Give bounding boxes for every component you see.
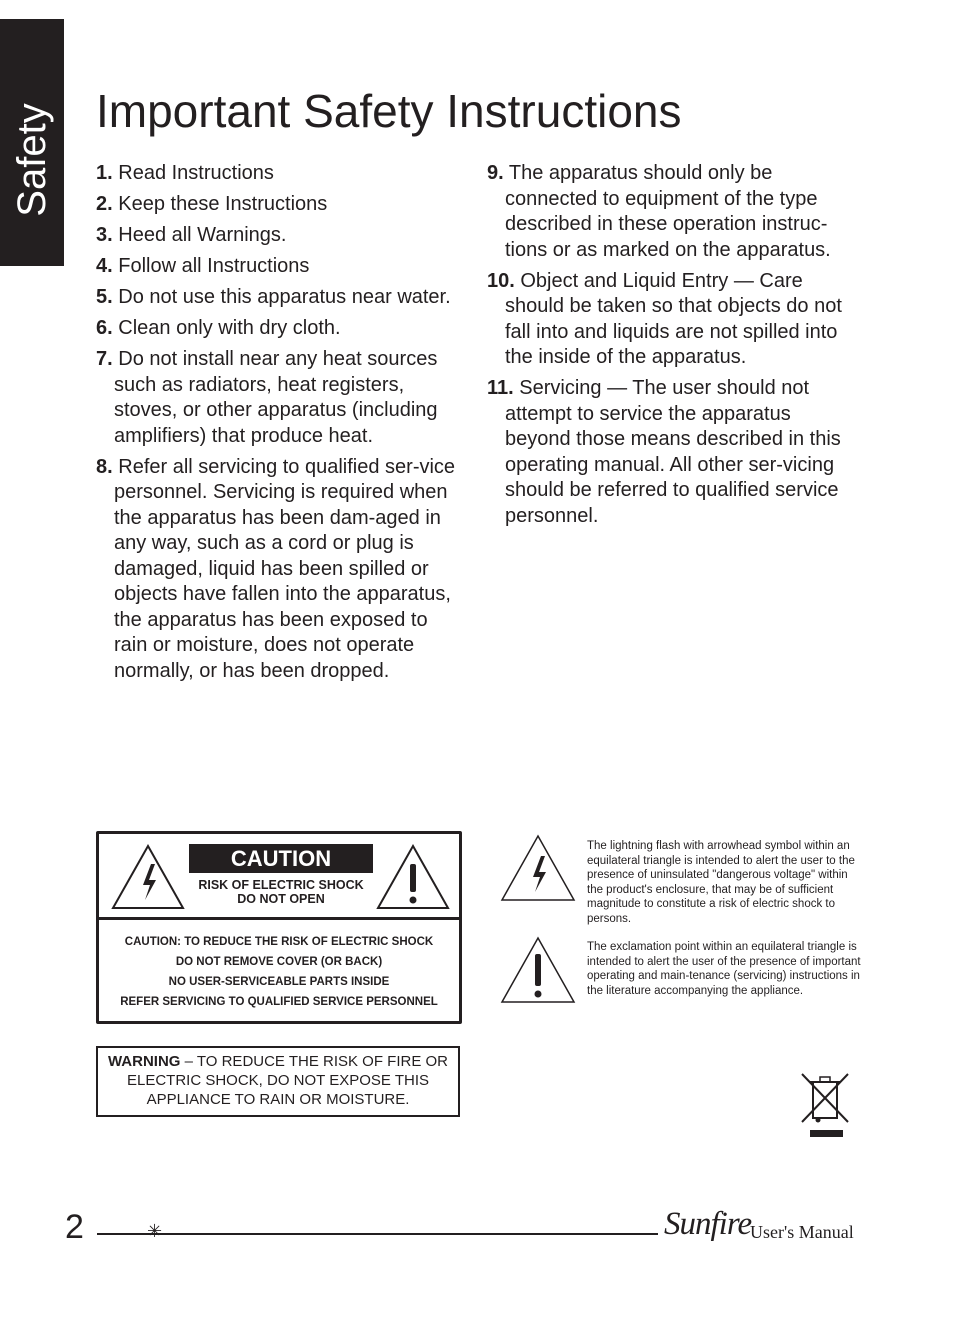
item-number: 6. bbox=[96, 317, 113, 339]
instruction-item bbox=[96, 316, 462, 342]
warning-body: – TO REDUCE THE RISK OF FIRE OR ELECTRIC SHOCK, DO NOT EXPOSE THIS APPLIANCE TO RAIN OR MOISTURE. bbox=[126, 1053, 449, 1108]
exclamation-triangle-icon bbox=[500, 936, 576, 1004]
item-number: 11. bbox=[487, 377, 514, 399]
item-text: Do not install near any heat sources such as radiators, heat registers, stoves, or other apparatus (including amplifiers) that produce heat. bbox=[114, 348, 438, 447]
exclamation-symbol-text: The exclamation point within an equilateral triangle is intended to alert the user of the presence of important operating and main-tenance (servicing) instructions in the literature accompanying the appliance. bbox=[587, 941, 861, 997]
item-number: 1. bbox=[96, 162, 113, 184]
item-text: Clean only with dry cloth. bbox=[118, 317, 341, 339]
risk-line: RISK OF ELECTRIC SHOCK bbox=[198, 878, 364, 892]
item-text: Heed all Warnings. bbox=[118, 224, 287, 246]
item-number: 10. bbox=[487, 269, 515, 292]
item-text: Keep these Instructions bbox=[118, 193, 328, 215]
caution-line: DO NOT REMOVE COVER (OR BACK) bbox=[175, 956, 383, 968]
star-ornament-icon: ✳ bbox=[147, 1221, 163, 1241]
item-text: Read Instructions bbox=[118, 162, 274, 184]
item-text: Refer all servicing to qualified ser-vice personnel. Servicing is required when the apparatus has been dam-aged in any way, such as a cord or plug is damaged, liquid has been spilled or objects have fallen into the apparatus, the apparatus has been exposed to rain or moisture, does not operate normally, or has been dropped. bbox=[114, 455, 456, 682]
warning-label: WARNING bbox=[107, 1053, 181, 1070]
caution-label bbox=[96, 831, 462, 1024]
caution-risk-text bbox=[179, 878, 383, 906]
item-text: Servicing — The user should not attempt to service the apparatus beyond those means described in this operating manual. All other ser-vicing should be referred to qualified service personnel. bbox=[505, 377, 841, 527]
instruction-item bbox=[487, 161, 857, 263]
caution-line: NO USER-SERVICEABLE PARTS INSIDE bbox=[168, 976, 390, 988]
item-number: 9. bbox=[487, 162, 504, 184]
item-number: 8. bbox=[96, 455, 113, 478]
instructions-left-column bbox=[96, 161, 462, 690]
warning-text bbox=[98, 1048, 458, 1109]
instruction-item bbox=[96, 192, 462, 218]
item-number: 4. bbox=[96, 255, 113, 277]
footer-rule bbox=[97, 1233, 658, 1235]
instruction-item bbox=[96, 347, 462, 449]
item-number: 7. bbox=[96, 348, 113, 370]
caution-label-header bbox=[99, 834, 459, 920]
item-text: Do not use this apparatus near water. bbox=[118, 286, 451, 308]
instruction-item bbox=[96, 285, 462, 311]
caution-heading: CAUTION bbox=[189, 844, 373, 873]
lightning-symbol-text: The lightning flash with arrowhead symbol within an equilateral triangle is intended to alert the user to the presence of uninsulated "dangerous voltage" within the product's enclosure, that may be of sufficient magnitude to constitute a risk of electric shock to persons. bbox=[587, 840, 855, 925]
instructions-right-column bbox=[487, 161, 857, 535]
item-text: Follow all Instructions bbox=[118, 255, 310, 277]
side-tab bbox=[0, 19, 64, 266]
instruction-item bbox=[487, 376, 857, 529]
lightning-triangle-icon bbox=[111, 844, 185, 910]
item-number: 2. bbox=[96, 193, 113, 215]
lightning-triangle-icon bbox=[500, 834, 576, 902]
instruction-item bbox=[96, 455, 462, 685]
instruction-item bbox=[96, 223, 462, 249]
instruction-item bbox=[96, 254, 462, 280]
risk-line: DO NOT OPEN bbox=[237, 892, 325, 906]
item-text: The apparatus should only be connected to equipment of the type described in these operation instruc-tions or as marked on the apparatus. bbox=[505, 162, 831, 261]
caution-line: REFER SERVICING TO QUALIFIED SERVICE PERSONNEL bbox=[120, 996, 438, 1008]
page-title: Important Safety Instructions bbox=[96, 85, 682, 137]
item-text: Object and Liquid Entry — Care should be taken so that objects do not fall into and liquids are not spilled into the inside of the apparatus. bbox=[505, 269, 842, 368]
page-number: 2 bbox=[65, 1208, 84, 1246]
item-number: 5. bbox=[96, 286, 113, 308]
item-number: 3. bbox=[96, 224, 113, 246]
brand-logo: Sunfire bbox=[664, 1206, 752, 1242]
warning-box bbox=[96, 1046, 460, 1117]
crossed-bin-icon bbox=[800, 1072, 850, 1138]
instruction-item bbox=[487, 269, 857, 371]
caution-lines bbox=[99, 932, 459, 1012]
exclamation-triangle-icon bbox=[376, 844, 450, 910]
side-tab-label: Safety bbox=[10, 103, 54, 217]
caution-line: CAUTION: TO REDUCE THE RISK OF ELECTRIC SHOCK bbox=[124, 936, 434, 948]
instruction-item bbox=[96, 161, 462, 187]
manual-label: User's Manual bbox=[750, 1222, 854, 1242]
